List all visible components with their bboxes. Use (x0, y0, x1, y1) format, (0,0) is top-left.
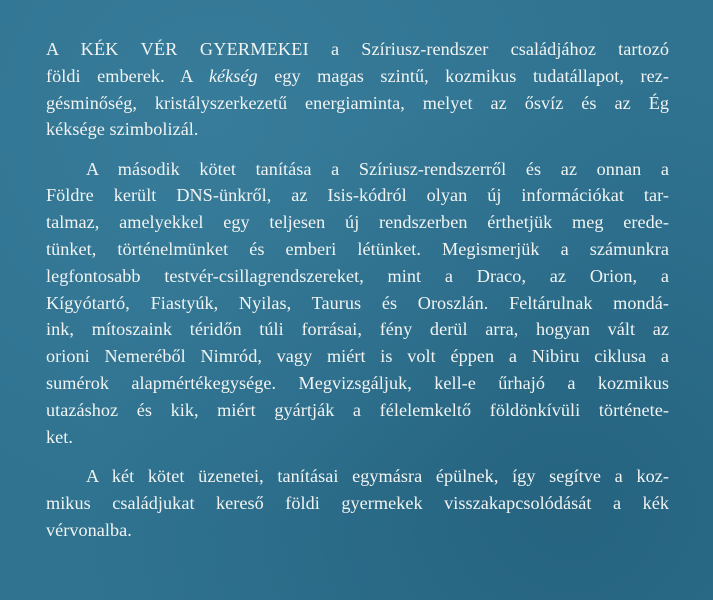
text-line: földi emberek. A kékség egy magas szintű, kozmikus tudatállapot, rez- (46, 65, 670, 86)
text-line: kéksége szimbolizál. (46, 119, 199, 140)
blurb-text (46, 36, 669, 543)
paragraph-2 (46, 156, 669, 451)
text-line: Kígyótartó, Fiastyúk, Nyilas, Taurus és Oroszlán. Feltárulnak mondá- (46, 292, 669, 313)
book-title: A KÉK VÉR GYERMEKEI (46, 39, 309, 59)
paragraph-3 (46, 463, 669, 543)
text-line: ket. (46, 426, 73, 447)
text-line: tünket, történelmünket és emberi létünket. Megismerjük a számunkra (46, 239, 669, 260)
text-line: Földre került DNS-ünkről, az Isis-kódról olyan új információkat tar- (46, 185, 669, 206)
text-line: vérvonalba. (46, 519, 132, 540)
text-line: A két kötet üzenetei, tanításai egymásra épülnek, így segítve a koz- (86, 465, 669, 486)
text-line: utazáshoz és kik, miért gyártják a félelemkeltő földönkívüli története- (46, 399, 669, 420)
text-line: A KÉK VÉR GYERMEKEI a Szíriusz-rendszer családjához tartozó (46, 39, 669, 59)
text-line: gésminőség, kristályszerkezetű energiaminta, melyet az ősvíz és az Ég (46, 92, 669, 113)
text-line: A második kötet tanítása a Szíriusz-rendszerről és az onnan a (86, 158, 669, 179)
text-line: talmaz, amelyekkel egy teljesen új rendszerben érthetjük meg erede- (46, 212, 669, 233)
text-line: ink, mítoszaink téridőn túli forrásai, fény derül arra, hogyan vált az (46, 319, 669, 340)
emphasis-word: kékség (208, 65, 258, 86)
text-line: legfontosabb testvér-csillagrendszereket, mint a Draco, az Orion, a (46, 265, 669, 286)
text-line: orioni Nemeréből Nimród, vagy miért is volt éppen a Nibiru ciklusa a (46, 346, 669, 367)
text-line: mikus családjukat kereső földi gyermekek visszakapcsolódását a kék (46, 492, 669, 513)
paragraph-1 (46, 36, 669, 143)
text-line: sumérok alapmértékegysége. Megvizsgáljuk, kell-e űrhajó a kozmikus (46, 373, 669, 394)
